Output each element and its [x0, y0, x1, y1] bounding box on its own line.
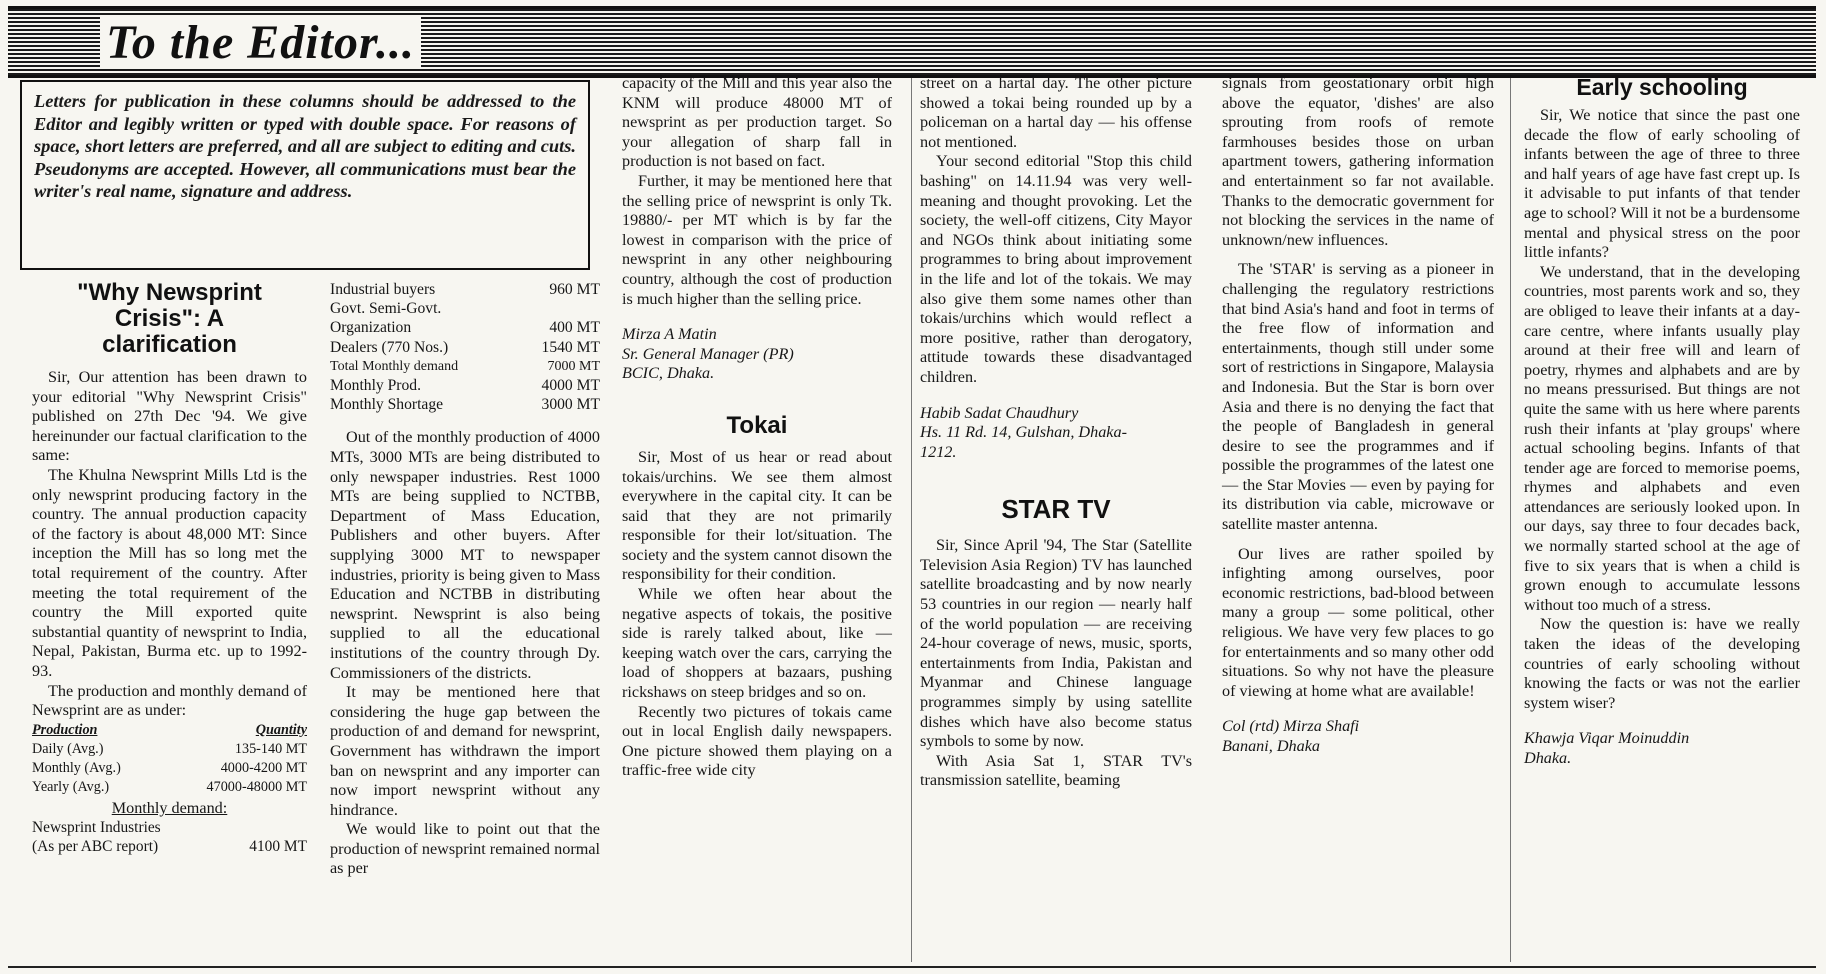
column-2 — [330, 280, 600, 879]
newsprint-paragraph: capacity of the Mill and this year also the KNM will produce 48000 MT of newsprint as per production target. So your allegation of sharp fall in production is not based on fact. — [622, 74, 892, 171]
startv-headline: STAR TV — [1001, 494, 1111, 525]
newsprint-paragraph: Sir, Our attention has been drawn to your editorial "Why Newsprint Crisis" published on 27th Dec '94. We give hereinunder our factual clarification to the same: — [32, 368, 307, 465]
newsprint-headline: "Why Newsprint Crisis": A clarification — [77, 279, 262, 358]
bottom-rule — [8, 966, 1816, 968]
newsprint-paragraph: It may be mentioned here that considering the huge gap between the production of and demand for newsprint, Government has withdrawn the import ban on newsprint and any importer can now import newsprint without any hindrance. — [330, 683, 600, 819]
column-6 — [1524, 74, 1800, 769]
table-row: Newsprint Industries — [32, 819, 161, 837]
table-row: Yearly (Avg.) 47000-48000 MT — [32, 778, 307, 795]
tokai-paragraph: street on a hartal day. The other picture showed a tokai being rounded up by a policeman on a hartal day — his offense not mentioned. — [920, 74, 1192, 151]
quantity-header: Quantity — [255, 721, 307, 738]
demand-table — [32, 818, 307, 856]
column-1 — [32, 280, 307, 857]
table-row: Dealers (770 Nos.) 1540 MT — [330, 338, 600, 356]
demand-breakdown-table — [330, 280, 600, 414]
tokai-headline: Tokai — [726, 411, 788, 439]
schooling-paragraph: Now the question is: have we really taken the ideas of the developing countries of early schooling without knowing the facts or was not the earlier system wiser? — [1524, 615, 1800, 712]
column-divider — [1510, 78, 1511, 962]
masthead-banner — [8, 6, 1816, 78]
schooling-paragraph: We understand, that in the developing countries, most parents work and so, they are obliged to leave their infants at a day-care centre, where infants usually play around at their free will and learn of poetry, rhymes and alphabets and are by no means pressurised. But things are not quite the same with us here where parents rush their infants at 'play groups' where actual schooling begins. Infants of that tender age are forced to memorise poems, rhymes and alphabets and even attendances are seriously looked upon. In our days, say three to four decades back, we normally started school at the age of five to six years that is when a child is grown enough to accumulate lessons without too much of a stress. — [1524, 262, 1800, 614]
schooling-headline: Early schooling — [1576, 74, 1748, 100]
table-row: Monthly Prod. 4000 MT — [330, 377, 600, 395]
table-row: Daily (Avg.) 135-140 MT — [32, 740, 307, 757]
section-title: To the Editor... — [100, 17, 421, 69]
startv-paragraph: The 'STAR' is serving as a pioneer in challenging the regulatory restrictions that bind Asia's hand and foot in terms of the free flow of information and entertainments, though still under some sort of restrictions in Singapore, Malaysia and Indonesia. But the Star is born over Asia and there is no denying the fact that the people of Bangladesh in general desire to see the programmes and if possible the programmes of the latest one — the Star Movies — even by paying for its distribution via cable, microwave or satellite master antenna. — [1222, 260, 1494, 534]
monthly-demand-heading: Monthly demand: — [111, 798, 228, 817]
table-row: Total Monthly demand 7000 MT — [330, 358, 600, 374]
newsprint-paragraph: We would like to point out that the production of newsprint remained normal as per — [330, 820, 600, 878]
tokai-paragraph: While we often hear about the negative aspects of tokais, the positive side is rarely talked about, like — keeping watch over the cars, carrying the load of shoppers at bazaars, pushing rickshaws on steep bridges and so on. — [622, 585, 892, 702]
newsprint-paragraph: The production and monthly demand of Newsprint are as under: — [32, 681, 307, 720]
startv-paragraph: signals from geostationary orbit high above the equator, 'dishes' are also sprouting from roofs of remote farmhouses besides those on urban apartment towers, gathering information and entertainment so far not available. Thanks to the democratic government for not blocking the services in the name of unknown/new influences. — [1222, 74, 1494, 249]
column-3 — [622, 74, 892, 781]
schooling-signature: Khawja Viqar Moinuddin Dhaka. — [1524, 729, 1690, 767]
table-row: Monthly Shortage 3000 MT — [330, 396, 600, 414]
table-row: Govt. Semi-Govt. — [330, 300, 442, 318]
production-table — [32, 721, 307, 797]
startv-paragraph: With Asia Sat 1, STAR TV's transmission satellite, beaming — [920, 751, 1192, 790]
production-header: Production — [32, 721, 98, 738]
column-divider — [911, 78, 912, 962]
newsprint-paragraph: Further, it may be mentioned here that the selling price of newsprint is only Tk. 19880/- per MT which is by far the lowest in comparison with the price of newsprint in any other neighbouring country, although the cost of production is much higher than the selling price. — [622, 171, 892, 308]
tokai-signature: Habib Sadat Chaudhury Hs. 11 Rd. 14, Gulshan, Dhaka- 1212. — [920, 403, 1127, 461]
table-row: Organization 400 MT — [330, 319, 600, 337]
tokai-paragraph: Recently two pictures of tokais came out in local English daily newspapers. One picture showed them playing on a traffic-free wide city — [622, 702, 892, 780]
startv-paragraph: Our lives are rather spoiled by infighting among ourselves, poor economic restrictions, bad-blood between many a group — some political, other religious. We have very few places to go for entertainments and so many other odd situations. So why not have the pleasure of viewing at home what are available! — [1222, 544, 1494, 700]
newsprint-signature: Mirza A Matin Sr. General Manager (PR) BCIC, Dhaka. — [622, 325, 794, 383]
tokai-paragraph: Your second editorial "Stop this child bashing" on 14.11.94 was very well-meaning and thought provoking. Let the society, the well-off citizens, City Mayor and NGOs think about initiating some programmes to bring about improvement in the life and lot of the tokais. We may also give them some names other than tokais/urchins which would reflect a more positive, rather than derogatory, attitude towards these disadvantaged children. — [920, 152, 1192, 386]
editorial-notice: Letters for publication in these columns should be addressed to the Editor and legibly written or typed with double space. For reasons of space, short letters are preferred, and all are subject to editing and cuts. Pseudonyms are accepted. However, all communications must bear the writer's real name, signature and address. — [20, 80, 590, 270]
table-row: Industrial buyers 960 MT — [330, 281, 600, 298]
table-row: Monthly (Avg.) 4000-4200 MT — [32, 759, 307, 776]
newsprint-paragraph: Out of the monthly production of 4000 MTs, 3000 MTs are being distributed to only newspaper industries. Rest 1000 MTs are being supplied to NCTBB, Department of Mass Education, Publishers and other buyers. After supplying 3000 MT to newspaper industries, priority is being given to Mass Education and NCTBB in distributing newsprint. Newsprint is also being supplied to all the educational institutions of the country through Dy. Commissioners of the districts. — [330, 428, 600, 682]
tokai-paragraph: Sir, Most of us hear or read about tokais/urchins. We see them almost everywhere in the capital city. It can be said that they are not primarily responsible for their lot/situation. The society and the system cannot disown the responsibility for their condition. — [622, 447, 892, 584]
newsprint-paragraph: The Khulna Newsprint Mills Ltd is the only newsprint producing factory in the country. The annual production capacity of the factory is about 48,000 MT: Since inception the Mill has so long met the total requirement of the country. After meeting the total requirement of the country the Mill exported quite substantial quantity of newsprint to India, Nepal, Pakistan, Burma etc. up to 1992-93. — [32, 465, 307, 680]
startv-signature: Col (rtd) Mirza Shafi Banani, Dhaka — [1222, 717, 1360, 755]
table-row: (As per ABC report) 4100 MT — [32, 838, 307, 856]
schooling-paragraph: Sir, We notice that since the past one decade the flow of early schooling of infants between the age of three to three and half years of age have fast crept up. Is it advisable to put infants of that tender age to school? Will it not be a burdensome mental and physical stress on the poor little infants? — [1524, 106, 1800, 262]
production-table-header — [32, 721, 307, 740]
column-4 — [920, 74, 1192, 791]
column-5 — [1222, 74, 1494, 757]
startv-paragraph: Sir, Since April '94, The Star (Satellite Television Asia Region) TV has launched satellite broadcasting and by now nearly 53 countries in our region — nearly half of the world population — are receiving 24-hour coverage of news, music, sports, entertainments from India, Pakistan and Myanmar and Chinese language programmes simply by using satellite dishes which have also become status symbols to some by now. — [920, 536, 1192, 751]
